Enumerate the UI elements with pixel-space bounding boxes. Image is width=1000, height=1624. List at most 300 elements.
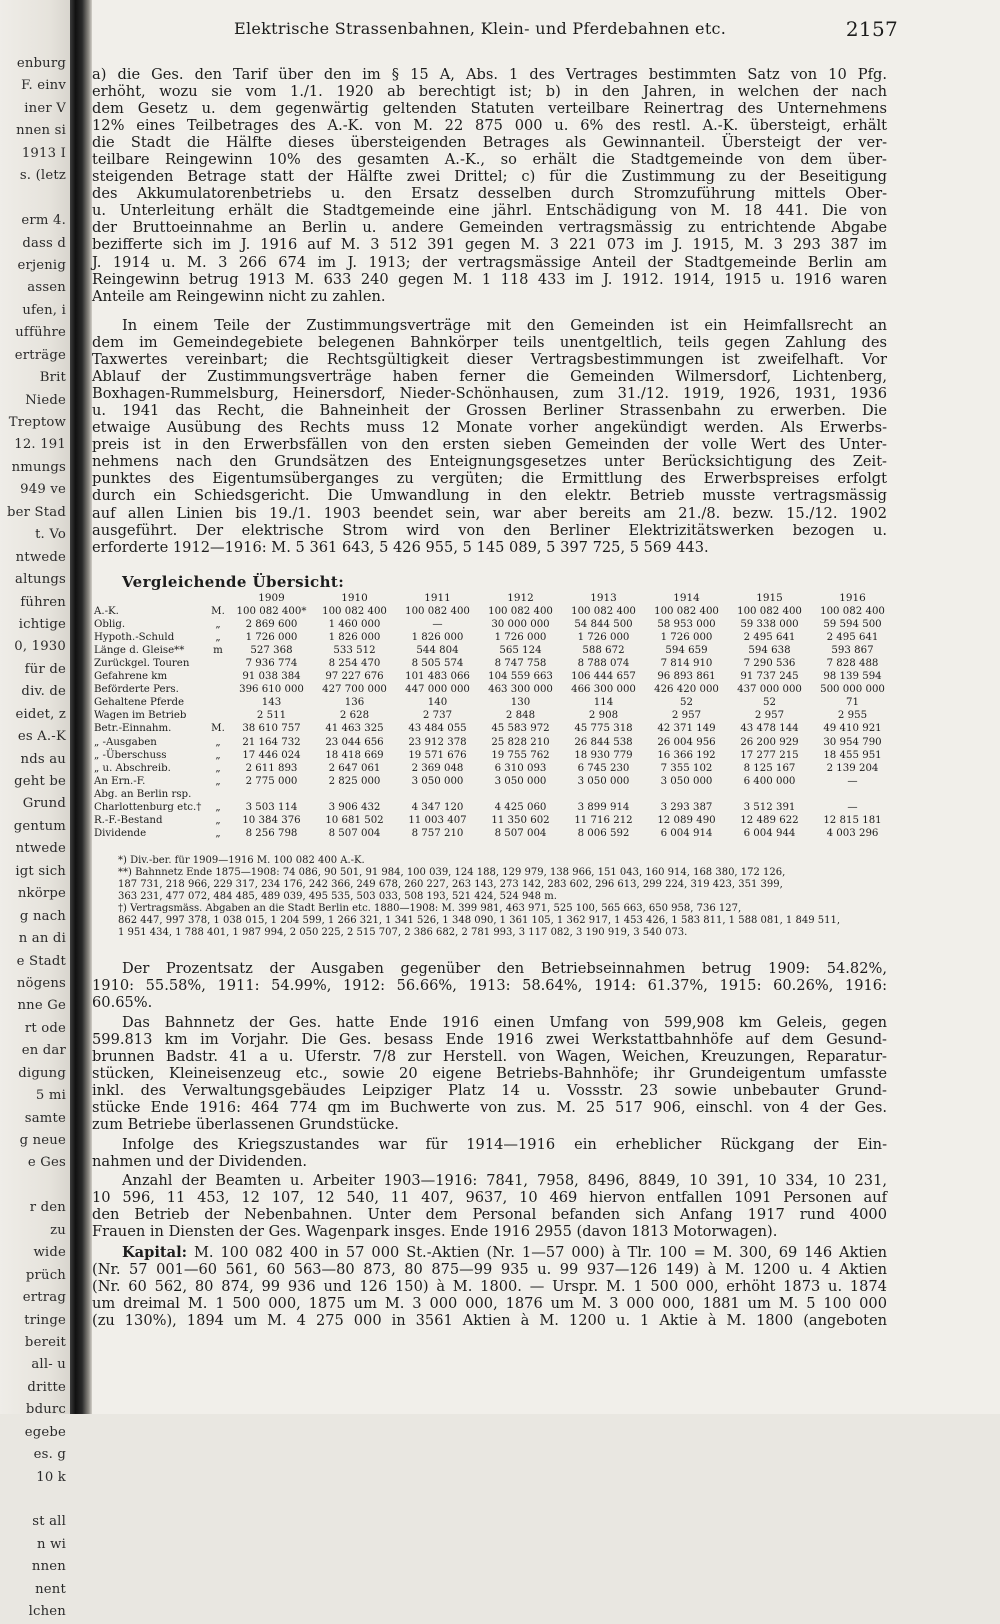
table-cell: 101 483 066 — [405, 671, 470, 683]
table-cell: 8 788 074 — [577, 658, 630, 670]
table-cell: 2 495 641 — [826, 632, 879, 644]
text-line: nehmens nach den Grundsätzen des Enteignungsgesetzes unter Berücksichtigung des Zeit- — [92, 453, 887, 471]
text-line: 60.65%. — [92, 994, 153, 1012]
table-row — [92, 683, 894, 696]
table-cell: 426 420 000 — [654, 684, 719, 696]
paragraph-war-decline — [92, 1136, 887, 1170]
table-cell: 2 611 893 — [245, 762, 298, 774]
row-label: Wagen im Betrieb — [94, 710, 187, 722]
text-line: die Stadt die Hälfte dieses übersteigenden Betrages als Gewinnanteil. Übersteigt der ver- — [92, 134, 887, 152]
table-row — [92, 670, 894, 683]
adjacent-page-strip — [0, 0, 70, 1620]
adjacent-text-fragment: assen — [27, 280, 66, 296]
row-unit — [206, 657, 230, 670]
adjacent-text-fragment: ertrag — [22, 1290, 66, 1306]
adjacent-text-fragment: prüch — [25, 1267, 66, 1283]
row-label: A.-K. — [94, 606, 119, 618]
footnote-line: 187 731, 218 966, 229 317, 234 176, 242 366, 249 678, 260 227, 263 143, 273 142, 283 602, 296 613, 299 224, 319 423, 351 399, — [118, 879, 783, 890]
table-cell: — — [432, 619, 443, 631]
year-header: 1916 — [839, 592, 866, 604]
text-line: der Bruttoeinnahme an Berlin u. andere Gemeinden vertragsmässig zu entrichtende Abgabe — [92, 219, 887, 237]
adjacent-text-fragment: erträge — [14, 347, 66, 363]
adjacent-text-fragment: altungs — [15, 572, 66, 588]
table-cell — [562, 788, 645, 801]
table-cell: 8 507 004 — [328, 827, 381, 839]
paragraph-staff — [92, 1172, 887, 1240]
text-line: (Nr. 60 562, 80 874, 99 936 und 126 150) à M. 1800. — Urspr. M. 1 500 000, erhöht 1873 u. 1874 — [92, 1278, 887, 1296]
paragraph-expense-ratio — [92, 960, 887, 1011]
table-cell: 42 371 149 — [657, 723, 716, 735]
table-cell: 23 044 656 — [325, 736, 384, 748]
year-header: 1914 — [673, 592, 700, 604]
row-unit: „ — [215, 801, 221, 813]
table-cell: 1 460 000 — [328, 619, 381, 631]
table-cell: 1 726 000 — [660, 632, 713, 644]
adjacent-text-fragment: ufführe — [15, 325, 66, 341]
table-row — [92, 775, 894, 788]
adjacent-text-fragment: iner V — [24, 100, 66, 116]
book-gutter-shadow — [70, 0, 92, 1414]
table-cell: 11 003 407 — [408, 814, 467, 826]
table-cell: 136 — [344, 697, 365, 709]
adjacent-text-fragment — [0, 1175, 70, 1197]
footnote-line: **) Bahnnetz Ende 1875—1908: 74 086, 90 501, 91 984, 100 039, 124 188, 129 979, 138 966, 151 043, 160 914, 168 380, 172 126, — [118, 867, 786, 878]
adjacent-text-fragment: en dar — [21, 1043, 66, 1059]
text-line: stücken, Kleineisenzeug etc., sowie 20 eigene Betriebs-Bahnhöfe; ihr Grundeigentum umfasste — [92, 1065, 887, 1083]
table-cell: 3 050 000 — [494, 775, 547, 787]
adjacent-text-fragment: e Stadt — [16, 953, 66, 969]
adjacent-page-text — [0, 53, 70, 1624]
table-cell: 100 082 400 — [322, 606, 387, 618]
row-unit: „ — [215, 736, 221, 748]
table-cell: 396 610 000 — [239, 684, 304, 696]
text-line: Boxhagen-Rummelsburg, Heinersdorf, Nieder-Schönhausen, zum 31./12. 1919, 1926, 1931, 1936 — [92, 385, 887, 403]
row-label: Charlottenburg etc.† — [94, 801, 202, 813]
year-header: 1913 — [590, 592, 617, 604]
adjacent-text-fragment: dritte — [27, 1379, 66, 1395]
table-cell: 91 038 384 — [242, 671, 301, 683]
table-cell: 54 844 500 — [574, 619, 633, 631]
adjacent-text-fragment: geht be — [14, 774, 66, 789]
adjacent-text-fragment: Treptow — [8, 415, 66, 430]
text-line: (zu 130%), 1894 um M. 4 275 000 in 3561 Aktien à M. 1200 u. 1 Aktie à M. 1800 (angeboten — [92, 1312, 887, 1330]
text-line: preis ist in den Erwerbsfällen von den ersten sieben Gemeinden der volle Wert des Unter- — [92, 436, 887, 454]
text-line: inkl. des Verwaltungsgebäudes Leipziger Platz 14 u. Vossstr. 23 sowie unbebauter Grund- — [92, 1082, 887, 1100]
table-cell: 533 512 — [333, 645, 376, 657]
table-cell: 30 954 790 — [823, 736, 882, 748]
adjacent-text-fragment: all- u — [31, 1357, 66, 1373]
row-unit: M. — [211, 723, 225, 735]
capital-rest — [92, 1261, 887, 1329]
text-line: J. 1914 u. M. 3 266 674 im J. 1913; der vertragsmässige Anteil der Stadtgemeinde Berlin am — [92, 253, 887, 271]
table-cell: 16 366 192 — [657, 749, 716, 761]
adjacent-text-fragment: 0, 1930 — [14, 639, 66, 655]
table-cell: 6 004 914 — [660, 827, 713, 839]
adjacent-text-fragment: st all — [32, 1514, 66, 1530]
row-unit — [206, 670, 230, 683]
text-line: dem im Gemeindegebiete belegenen Bahnkörper teils unentgeltlich, teils gegen Zahlung des — [92, 334, 887, 352]
table-cell: — — [847, 775, 858, 787]
table-cell: 2 647 061 — [328, 762, 381, 774]
adjacent-text-fragment: gentum — [13, 818, 66, 834]
row-unit — [206, 788, 230, 801]
adjacent-text-fragment: g neue — [19, 1133, 66, 1148]
table-cell: 104 559 663 — [488, 671, 553, 683]
table-cell: 1 726 000 — [494, 632, 547, 644]
text-line: Infolge des Kriegszustandes war für 1914—1916 ein erheblicher Rückgang der Ein- — [122, 1136, 887, 1153]
table-cell: 52 — [680, 697, 693, 709]
table-cell: 544 804 — [416, 645, 459, 657]
running-header — [92, 17, 898, 43]
row-unit — [206, 696, 230, 709]
table-cell: 2 908 — [588, 710, 619, 722]
table-cell: 1 826 000 — [411, 632, 464, 644]
text-line: durch ein Schiedsgericht. Die Umwandlung in den elektr. Betrieb musste vertragsmässig — [92, 487, 887, 505]
row-unit: m — [213, 645, 223, 657]
adjacent-text-fragment: g nach — [19, 908, 66, 924]
footnote-line: 862 447, 997 378, 1 038 015, 1 204 599, 1 266 321, 1 341 526, 1 348 090, 1 361 105, 1 362 917, 1 453 426, 1 583 811, 1 588 081, 1 849 511, — [118, 915, 841, 926]
adjacent-text-fragment: igt sich — [15, 863, 66, 879]
text-line: um dreimal M. 1 500 000, 1875 um M. 3 000 000, 1876 um M. 3 000 000, 1881 um M. 5 100 000 — [92, 1295, 887, 1313]
adjacent-text-fragment: n an di — [18, 931, 66, 947]
row-label: Oblig. — [94, 619, 126, 631]
table-cell: 437 000 000 — [737, 684, 802, 696]
text-line: dem Gesetz u. dem gegenwärtig geltenden Statuten verteilbare Reinertrag des Unternehmens — [92, 100, 887, 118]
table-cell: 97 227 676 — [325, 671, 384, 683]
table-cell: 2 495 641 — [743, 632, 796, 644]
comparison-title: Vergleichende Übersicht: — [122, 573, 345, 591]
year-header: 1911 — [424, 592, 451, 604]
row-unit — [206, 683, 230, 696]
adjacent-text-fragment: Brit — [39, 370, 66, 386]
text-line: steigenden Betrage statt der Hälfte zwei Drittel; c) für die Zustimmung zu der Beseitigung — [92, 168, 887, 186]
table-cell: 2 511 — [256, 710, 287, 722]
row-label: Dividende — [94, 827, 147, 839]
text-line: u. 1941 das Recht, die Bahneinheit der Grossen Berliner Strassenbahn zu erwerben. Die — [92, 402, 887, 420]
row-label: Hypoth.-Schuld — [94, 632, 175, 644]
capital-first-line — [92, 1244, 887, 1261]
paragraph-capital — [92, 1244, 887, 1329]
text-line: teilbare Reingewinn 10% des gesamten A.-K., so erhält die Stadtgemeinde von dem über- — [92, 151, 887, 169]
text-line: Frauen in Diensten der Ges. Wagenpark insges. Ende 1916 2955 (davon 1813 Motorwagen). — [92, 1223, 778, 1241]
year-header-row — [92, 592, 894, 605]
table-cell: 1 726 000 — [245, 632, 298, 644]
table-cell — [230, 788, 313, 801]
text-line: Das Bahnnetz der Ges. hatte Ende 1916 einen Umfang von 599,908 km Geleis, gegen — [122, 1014, 887, 1031]
paragraph-tariff — [92, 66, 887, 305]
row-label: Abg. an Berlin rsp. — [94, 788, 192, 800]
table-cell: 38 610 757 — [242, 723, 301, 735]
table-cell: 41 463 325 — [325, 723, 384, 735]
text-line: bezifferte sich im J. 1916 auf M. 3 512 391 gegen M. 3 221 073 im J. 1915, M. 3 293 387 im — [92, 236, 887, 254]
adjacent-text-fragment: lchen — [28, 1604, 66, 1620]
table-cell: 45 583 972 — [491, 723, 550, 735]
table-cell: 4 425 060 — [494, 801, 547, 813]
table-cell: 10 384 376 — [242, 814, 301, 826]
table-cell: 45 775 318 — [574, 723, 633, 735]
table-cell: — — [847, 801, 858, 813]
table-cell: 98 139 594 — [823, 671, 882, 683]
text-line: Reingewinn betrug 1913 M. 633 240 gegen M. 1 118 433 im J. 1912. 1914, 1915 u. 1916 waren — [92, 270, 887, 288]
table-row — [92, 749, 894, 762]
table-row — [92, 801, 894, 814]
table-cell: 8 505 574 — [411, 658, 464, 670]
table-cell: 100 082 400 — [571, 606, 636, 618]
row-label: R.-F.-Bestand — [94, 814, 163, 826]
adjacent-text-fragment: Niede — [25, 392, 66, 408]
table-cell: 7 290 536 — [743, 658, 796, 670]
adjacent-text-fragment: erm 4. — [21, 213, 66, 229]
table-footnotes — [92, 855, 892, 939]
row-label: Zurückgel. Touren — [94, 658, 190, 670]
text-line: Der Prozentsatz der Ausgaben gegenüber den Betriebseinnahmen betrug 1909: 54.82%, — [122, 960, 887, 977]
adjacent-text-fragment: es A.-K — [17, 729, 66, 745]
table-cell: 3 899 914 — [577, 801, 630, 813]
text-line: 599.813 km im Vorjahr. Die Ges. besass Ende 1916 zwei Werkstattbahnhöfe auf dem Gesund- — [92, 1031, 887, 1049]
text-line: punktes des Eigentumsüberganges zu vergüten; die Ermittlung des Erwerbspreises erfolgt — [92, 470, 887, 488]
footnote-line: *) Div.-ber. für 1909—1916 M. 100 082 400 A.-K. — [118, 855, 365, 866]
row-label: Beförderte Pers. — [94, 684, 179, 696]
table-cell: 594 659 — [665, 645, 708, 657]
table-cell: 3 503 114 — [245, 801, 298, 813]
table-cell: 2 369 048 — [411, 762, 464, 774]
table-cell: 8 006 592 — [577, 827, 630, 839]
year-header: 1912 — [507, 592, 534, 604]
adjacent-text-fragment: F. einv — [21, 78, 66, 94]
adjacent-text-fragment — [0, 1489, 70, 1511]
table-cell: 43 484 055 — [408, 723, 467, 735]
table-cell: 12 815 181 — [823, 814, 882, 826]
row-unit — [206, 709, 230, 722]
comparison-table — [92, 592, 892, 840]
table-cell — [728, 788, 811, 801]
table-cell: 26 004 956 — [657, 736, 716, 748]
year-header: 1910 — [341, 592, 368, 604]
table-row — [92, 736, 894, 749]
adjacent-text-fragment: zu — [50, 1222, 66, 1238]
footnote-line: 363 231, 477 072, 484 485, 489 039, 495 535, 503 033, 508 193, 521 424, 524 948 m. — [118, 891, 557, 902]
row-label: „ -Ausgaben — [94, 736, 157, 748]
text-line: ausgeführt. Der elektrische Strom wird von den Berliner Elektrizitätswerken bezogen u. — [92, 521, 887, 539]
adjacent-text-fragment: t. Vo — [35, 527, 66, 543]
adjacent-text-fragment: bereit — [24, 1334, 66, 1350]
table-cell: 2 628 — [339, 710, 370, 722]
text-line: auf allen Linien bis 19./1. 1903 beendet sein, war aber bereits am 21./8. bezw. 15./12. 1902 — [92, 504, 887, 522]
adjacent-text-fragment: div. de — [21, 684, 66, 700]
row-label: An Ern.-F. — [94, 775, 146, 787]
text-line: a) die Ges. den Tarif über den im § 15 A, Abs. 1 des Vertrages bestimmten Satz von 10 Pfg. — [92, 66, 887, 83]
text-line: Taxwertes vereinbart; die Rechtsgültigkeit dieser Vertragsbestimmungen ist zweifelhaft. Vor — [92, 351, 887, 369]
table-row — [92, 657, 894, 670]
table-cell: 18 930 779 — [574, 749, 633, 761]
capital-label: Kapital: — [122, 1244, 188, 1261]
table-cell: 100 082 400 — [654, 606, 719, 618]
table-cell: 8 254 470 — [328, 658, 381, 670]
adjacent-text-fragment: nne Ge — [17, 998, 66, 1014]
table-cell: 6 310 093 — [494, 762, 547, 774]
header-title: Elektrische Strassenbahnen, Klein- und Pferdebahnen etc. — [234, 19, 727, 38]
table-cell: 500 000 000 — [820, 684, 885, 696]
text-line: erforderte 1912—1916: M. 5 361 643, 5 426 955, 5 145 089, 5 397 725, 5 569 443. — [92, 538, 709, 556]
text-line: zum Betriebe überlassenen Grundstücke. — [92, 1116, 399, 1134]
adjacent-text-fragment: 5 mi — [35, 1088, 66, 1104]
table-cell: 1 826 000 — [328, 632, 381, 644]
table-cell: 59 338 000 — [740, 619, 799, 631]
table-cell: 427 700 000 — [322, 684, 387, 696]
text-line: etwaige Ausübung des Rechts muss 12 Monate vorher angekündigt werden. Als Erwerbs- — [92, 419, 887, 437]
text-line: stücke Ende 1916: 464 774 qm im Buchwerte von zus. M. 25 517 906, einschl. von 4 der Ges. — [92, 1099, 887, 1117]
table-cell: 7 814 910 — [660, 658, 713, 670]
text-line: den Betrieb der Nebenbahnen. Unter dem Personal befanden sich Anfang 1917 rund 4000 — [92, 1206, 887, 1224]
table-cell: 2 848 — [505, 710, 536, 722]
table-cell: 49 410 921 — [823, 723, 882, 735]
table-cell: 18 455 951 — [823, 749, 882, 761]
table-cell: 19 755 762 — [491, 749, 550, 761]
capital-first-text: M. 100 082 400 in 57 000 St.-Aktien (Nr. 1—57 000) à Tlr. 100 = M. 300, 69 146 Aktien — [187, 1244, 887, 1261]
row-unit: „ — [215, 749, 221, 761]
text-line: erhöht, wozu sie vom 1./1. 1920 ab berechtigt ist; b) in den Jahren, in welchen der nach — [92, 83, 887, 101]
header-spacer — [92, 592, 206, 605]
table-cell: 100 082 400 — [737, 606, 802, 618]
adjacent-text-fragment: nent — [35, 1581, 66, 1597]
table-cell: 23 912 378 — [408, 736, 467, 748]
table-row — [92, 631, 894, 644]
table-row — [92, 644, 894, 657]
adjacent-text-fragment — [0, 188, 70, 210]
table-cell: 588 672 — [582, 645, 625, 657]
adjacent-text-fragment: ichtige — [18, 616, 66, 632]
row-unit: „ — [215, 775, 221, 787]
year-header: 1915 — [756, 592, 783, 604]
table-cell: 52 — [763, 697, 776, 709]
adjacent-text-fragment: r den — [29, 1200, 66, 1216]
header-spacer — [206, 592, 230, 605]
row-unit: „ — [215, 762, 221, 774]
adjacent-text-fragment: ntwede — [15, 841, 66, 857]
page-number: 2157 — [845, 17, 898, 41]
table-cell: 100 082 400 — [820, 606, 885, 618]
table-cell: 25 828 210 — [491, 736, 550, 748]
table-cell: 447 000 000 — [405, 684, 470, 696]
adjacent-text-fragment: tringe — [24, 1312, 66, 1328]
table-cell — [645, 788, 728, 801]
table-cell: 2 139 204 — [826, 762, 879, 774]
table-cell: 58 953 000 — [657, 619, 716, 631]
adjacent-text-fragment: nmungs — [11, 459, 66, 475]
adjacent-text-fragment: 10 k — [36, 1469, 66, 1485]
table-row — [92, 605, 894, 618]
adjacent-text-fragment: dass d — [22, 235, 66, 251]
text-line: Ablauf der Zustimmungsverträge haben ferner die Gemeinden Wilmersdorf, Lichtenberg, — [92, 368, 887, 386]
table-cell: 43 478 144 — [740, 723, 799, 735]
table-cell: 1 726 000 — [577, 632, 630, 644]
adjacent-text-fragment: rt ode — [24, 1020, 66, 1036]
table-cell: 3 906 432 — [328, 801, 381, 813]
table-cell: 26 200 929 — [740, 736, 799, 748]
table-cell: 140 — [427, 697, 448, 709]
adjacent-text-fragment: nnen si — [16, 123, 66, 139]
table-cell: 59 594 500 — [823, 619, 882, 631]
adjacent-text-fragment: 1913 I — [21, 145, 66, 161]
adjacent-text-fragment: e Ges — [27, 1155, 66, 1171]
adjacent-text-fragment: ntwede — [15, 549, 66, 565]
adjacent-text-fragment: erjenig — [17, 257, 66, 273]
table-cell: 8 747 758 — [494, 658, 547, 670]
table-cell: 3 512 391 — [743, 801, 796, 813]
table-cell: 106 444 657 — [571, 671, 636, 683]
table-cell: 21 164 732 — [242, 736, 301, 748]
table-cell: 594 638 — [748, 645, 791, 657]
table-cell: 130 — [510, 697, 531, 709]
row-label: Gehaltene Pferde — [94, 697, 185, 709]
adjacent-text-fragment: nögens — [16, 975, 66, 991]
text-line: 12% eines Teilbetrages des A.-K. von M. 22 875 000 u. 6% des restl. A.-K. übersteigt, erhält — [92, 117, 887, 135]
table-cell: 91 737 245 — [740, 671, 799, 683]
row-unit: „ — [215, 619, 221, 631]
table-cell: 2 957 — [671, 710, 702, 722]
adjacent-text-fragment: s. (letz — [19, 168, 66, 184]
row-label: Gefahrene km — [94, 671, 168, 683]
table-cell: 11 350 602 — [491, 814, 550, 826]
adjacent-text-fragment: samte — [24, 1110, 66, 1126]
row-label: „ -Überschuss — [94, 749, 167, 761]
adjacent-text-fragment: für de — [24, 661, 66, 677]
table-cell: 3 050 000 — [411, 775, 464, 787]
row-label: Betr.-Einnahm. — [94, 723, 172, 735]
adjacent-text-fragment: bdurc — [25, 1402, 66, 1418]
text-line: des Akkumulatorenbetriebs u. den Ersatz desselben durch Stromzuführung mittels Ober- — [92, 185, 887, 203]
table-cell: 12 489 622 — [740, 814, 799, 826]
table-cell — [396, 788, 479, 801]
text-line: nahmen und der Dividenden. — [92, 1153, 308, 1171]
adjacent-text-fragment: 12. 191 — [14, 437, 66, 453]
row-label: „ u. Abschreib. — [94, 762, 171, 774]
table-cell: 6 400 000 — [743, 775, 796, 787]
adjacent-text-fragment: 949 ve — [20, 482, 66, 498]
adjacent-text-fragment: Grund — [22, 796, 66, 812]
row-label: Länge d. Gleise** — [94, 645, 185, 657]
table-cell — [811, 788, 894, 801]
adjacent-text-fragment: nkörpe — [17, 886, 66, 902]
table-row — [92, 722, 894, 735]
table-cell: 4 003 296 — [826, 827, 879, 839]
text-line: Anteile am Reingewinn nicht zu zahlen. — [92, 287, 386, 305]
table-cell: 17 277 215 — [740, 749, 799, 761]
table-cell: 8 507 004 — [494, 827, 547, 839]
table-cell: 466 300 000 — [571, 684, 636, 696]
table-cell: 11 716 212 — [574, 814, 633, 826]
table-cell: 96 893 861 — [657, 671, 716, 683]
table-cell: 2 825 000 — [328, 775, 381, 787]
adjacent-text-fragment: nnen — [31, 1559, 66, 1575]
table-cell — [479, 788, 562, 801]
table-cell: 2 737 — [422, 710, 453, 722]
paragraph-heimfallsrecht — [92, 317, 887, 556]
table-row — [92, 709, 894, 722]
table-cell — [313, 788, 396, 801]
table-row — [92, 827, 894, 840]
adjacent-text-fragment: wide — [33, 1245, 66, 1261]
table-row — [92, 788, 894, 801]
table-cell: 18 418 669 — [325, 749, 384, 761]
table-cell: 26 844 538 — [574, 736, 633, 748]
adjacent-text-fragment: eidet, z — [15, 706, 66, 722]
adjacent-text-fragment: führen — [20, 594, 66, 610]
adjacent-text-fragment: nds au — [20, 751, 66, 767]
table-cell: 6 004 944 — [743, 827, 796, 839]
text-line: (Nr. 57 001—60 561, 60 563—80 873, 80 875—99 935 u. 99 937—126 149) à M. 1200 u. 4 Aktien — [92, 1261, 887, 1279]
table-cell: 593 867 — [831, 645, 874, 657]
